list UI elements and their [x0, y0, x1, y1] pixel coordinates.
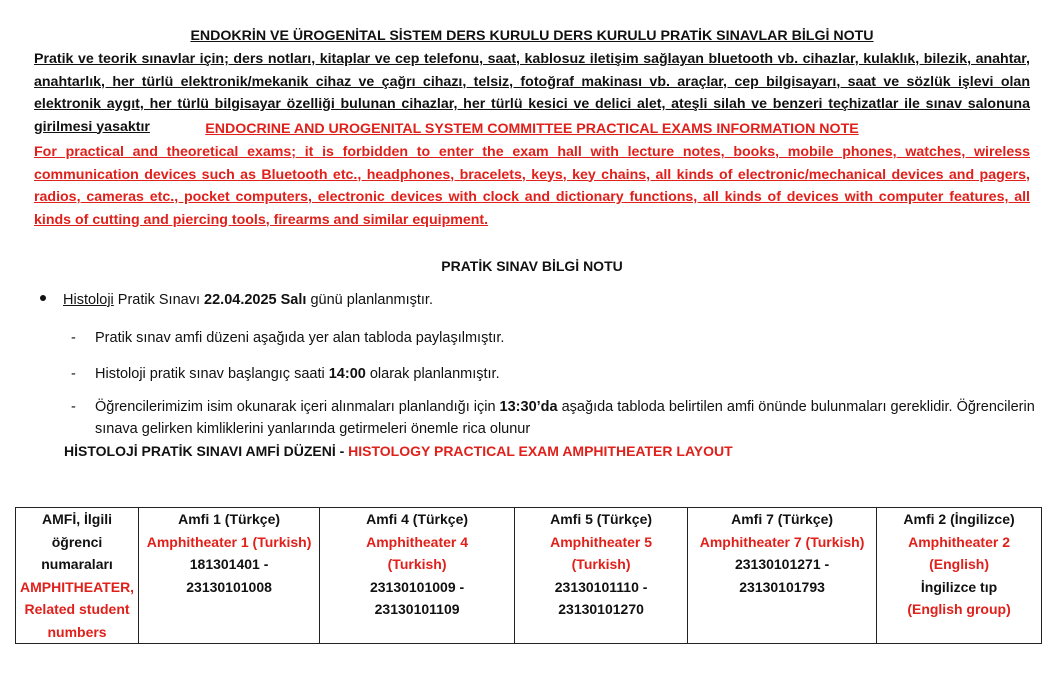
subject-link: Histoloji [63, 292, 114, 308]
start-time: 14:00 [328, 366, 366, 382]
bullet-icon [40, 295, 46, 301]
header-cell: AMFİ, İlgili öğrenci numaraları AMPHITHEATER, Related student numbers [16, 508, 139, 644]
exam-date: 22.04.2025 Salı [204, 292, 307, 308]
arrival-time: 13:30’da [499, 399, 558, 415]
section-title: PRATİK SINAV BİLGİ NOTU [441, 258, 623, 274]
amfi-7-cell: Amfi 7 (Türkçe) Amphitheater 7 (Turkish) 23130101271 - 23130101793 [688, 508, 877, 644]
note-layout: - Pratik sınav amfi düzeni aşağıda yer alan tabloda paylaşılmıştır. [71, 327, 1041, 349]
note-start-time: - Histoloji pratik sınav başlangıç saati 14:00 olarak planlanmıştır. [71, 363, 1041, 385]
note-arrival: - Öğrencilerimizim isim okunarak içeri alınmaları planlandığı için 13:30’da aşağıda tabloda belirtilen amfi önünde bulunmaları gereklidir. Öğrencilerin sınava gelirken kimliklerini yanlarında getirmeleri önemle rica olunur [71, 396, 1041, 440]
tr-rules: Pratik ve teorik sınavlar için; ders notları, kitaplar ve cep telefonu, saat, kablosuz iletişim sağlayan bluetooth vb. cihazlar, kulaklık, bilezik, anahtar, anahtarlık, her türlü elektronik/mekanik cihaz ve çağrı cihazı, telsiz, fotoğraf makinası vb. araçlar, cep bilgisayarı, saat ve sözlük işlevi olan elektronik aygıt, her türlü bilgisayar özelliği bulunan cihazlar, her türlü kesici ve delici alet, ateşli silah ve benzeri teçhizatlar ile sınav salonuna girilmesi yasaktır [34, 51, 1030, 135]
dash-icon: - [71, 366, 76, 382]
amfi-4-cell: Amfi 4 (Türkçe) Amphitheater 4 (Turkish) 23130101009 - 23130101109 [320, 508, 515, 644]
dash-icon: - [71, 330, 76, 346]
en-rules: For practical and theoretical exams; it is forbidden to enter the exam hall with lecture notes, books, mobile phones, watches, wireless communication devices such as Bluetooth etc., headphones, bracelets, keys, key chains, all kinds of electronic/mechanical devices and pagers, radios, cameras etc., pocket computers, electronic devices with clock and dictionary functions, all kinds of devices with computer features, all kinds of cutting and piercing tools, firearms and similar equipment. [34, 144, 1030, 228]
amphitheater-table [15, 507, 1042, 644]
tr-title: ENDOKRİN VE ÜROGENİTAL SİSTEM DERS KURULU DERS KURULU PRATİK SINAVLAR BİLGİ NOTU [190, 28, 874, 44]
amfi-1-cell: Amfi 1 (Türkçe) Amphitheater 1 (Turkish) 181301401 - 23130101008 [139, 508, 320, 644]
dash-icon: - [71, 399, 76, 415]
amfi-2-cell: Amfi 2 (İngilizce) Amphitheater 2 (English) İngilizce tıp (English group) [877, 508, 1042, 644]
en-title: ENDOCRINE AND UROGENITAL SYSTEM COMMITTEE PRACTICAL EXAMS INFORMATION NOTE [205, 121, 859, 137]
table-row [16, 508, 1042, 644]
layout-title: HİSTOLOJİ PRATİK SINAVI AMFİ DÜZENİ - HISTOLOGY PRACTICAL EXAM AMPHITHEATER LAYOUT [64, 443, 733, 459]
amfi-5-cell: Amfi 5 (Türkçe) Amphitheater 5 (Turkish) 23130101110 - 23130101270 [515, 508, 688, 644]
exam-date-bullet: Histoloji Pratik Sınavı 22.04.2025 Salı günü planlanmıştır. [40, 292, 433, 308]
